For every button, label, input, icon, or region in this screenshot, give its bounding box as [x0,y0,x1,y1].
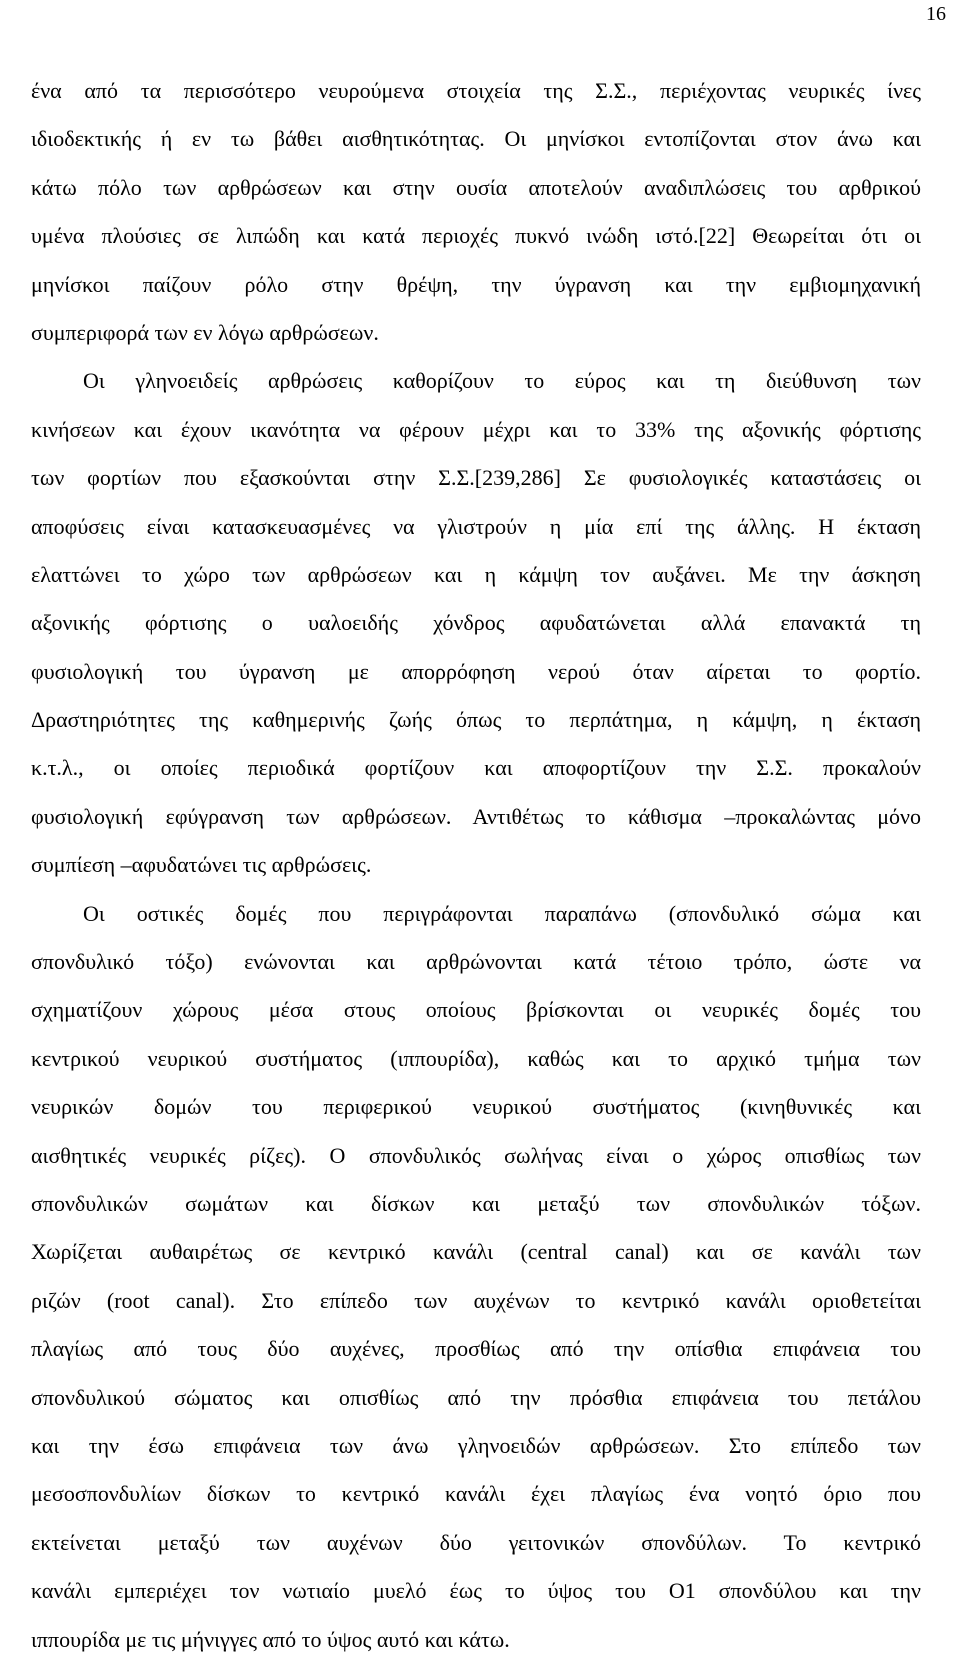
body-text [31,67,921,1664]
text-line: μηνίσκοι παίζουν ρόλο στην θρέψη, την ύγρανση και την εμβιομηχανική [31,271,921,297]
text-line: κ.τ.λ., οι οποίες περιοδικά φορτίζουν και αποφορτίζουν την Σ.Σ. προκαλούν [31,755,921,781]
text-line: σπονδυλικό τόξο) ενώνονται και αρθρώνονται κατά τέτοιο τρόπο, ώστε να [31,949,921,975]
text-line: συμπεριφορά των εν λόγω αρθρώσεων. [31,319,379,345]
text-line: πλαγίως από τους δύο αυχένες, προσθίως από την οπίσθια επιφάνεια του [31,1336,921,1362]
text-line: σπονδυλικών σωμάτων και δίσκων και μεταξύ των σπονδυλικών τόξων. [31,1190,921,1216]
text-line: ριζών (root canal). Στο επίπεδο των αυχένων το κεντρικό κανάλι οριοθετείται [31,1287,921,1313]
text-line: υμένα πλούσιες σε λιπώδη και κατά περιοχές πυκνό ινώδη ιστό.[22] Θεωρείται ότι οι [31,223,921,249]
text-line: νευρικών δομών του περιφερικού νευρικού συστήματος (κινηθυνικές και [31,1094,921,1120]
text-line: φυσιολογική εφύγρανση των αρθρώσεων. Αντιθέτως το κάθισμα –προκαλώντας μόνο [31,803,921,829]
text-line: συμπίεση –αφυδατώνει τις αρθρώσεις. [31,852,372,878]
text-line: Δραστηριότητες της καθημερινής ζωής όπως το περπάτημα, η κάμψη, η έκταση [31,707,921,733]
text-line: και την έσω επιφάνεια των άνω γληνοειδών αρθρώσεων. Στο επίπεδο των [31,1432,921,1458]
text-line: φυσιολογική του ύγρανση με απορρόφηση νερού όταν αίρεται το φορτίο. [31,658,921,684]
text-line: των φορτίων που εξασκούνται στην Σ.Σ.[239,286] Σε φυσιολογικές καταστάσεις οι [31,465,921,491]
text-line: ελαττώνει το χώρο των αρθρώσεων και η κάμψη τον αυξάνει. Με την άσκηση [31,561,921,587]
text-line: Οι γληνοειδείς αρθρώσεις καθορίζουν το εύρος και τη διεύθυνση των [83,368,921,394]
page-number: 16 [926,3,946,25]
text-line: σπονδυλικού σώματος και οπισθίως από την πρόσθια επιφάνεια του πετάλου [31,1384,921,1410]
text-line: ιππουρίδα με τις μήνιγγες από το ύψος αυτό και κάτω. [31,1626,510,1652]
text-line: ένα από τα περισσότερο νευρούμενα στοιχεία της Σ.Σ., περιέχοντας νευρικές ίνες [31,78,921,103]
text-line: αποφύσεις είναι κατασκευασμένες να γλιστρούν η μία επί της άλλης. Η έκταση [31,513,921,539]
text-line: κανάλι εμπεριέχει τον νωτιαίο μυελό έως το ύψος του Ο1 σπονδύλου και την [31,1578,921,1604]
text-line: αξονικής φόρτισης ο υαλοειδής χόνδρος αφυδατώνεται αλλά επανακτά τη [31,610,921,636]
text-line: Χωρίζεται αυθαιρέτως σε κεντρικό κανάλι (central canal) και σε κανάλι των [31,1239,921,1265]
text-line: εκτείνεται μεταξύ των αυχένων δύο γειτονικών σπονδύλων. Το κεντρικό [31,1529,921,1555]
text-line: σχηματίζουν χώρους μέσα στους οποίους βρίσκονται οι νευρικές δομές του [31,997,921,1023]
text-line: κινήσεων και έχουν ικανότητα να φέρουν μέχρι και το 33% της αξονικής φόρτισης [31,416,921,442]
text-line: κεντρικού νευρικού συστήματος (ιππουρίδα), καθώς και το αρχικό τμήμα των [31,1045,921,1071]
text-line: ιδιοδεκτικής ή εν τω βάθει αισθητικότητας. Οι μηνίσκοι εντοπίζονται στον άνω και [31,126,921,152]
text-line: κάτω πόλο των αρθρώσεων και στην ουσία αποτελούν αναδιπλώσεις του αρθρικού [31,174,921,200]
text-line: Οι οστικές δομές που περιγράφονται παραπάνω (σπονδυλικό σώμα και [83,900,921,926]
text-line: αισθητικές νευρικές ρίζες). Ο σπονδυλικός σωλήνας είναι ο χώρος οπισθίως των [31,1142,921,1168]
text-line: μεσοσπονδυλίων δίσκων το κεντρικό κανάλι έχει πλαγίως ένα νοητό όριο που [31,1481,921,1507]
